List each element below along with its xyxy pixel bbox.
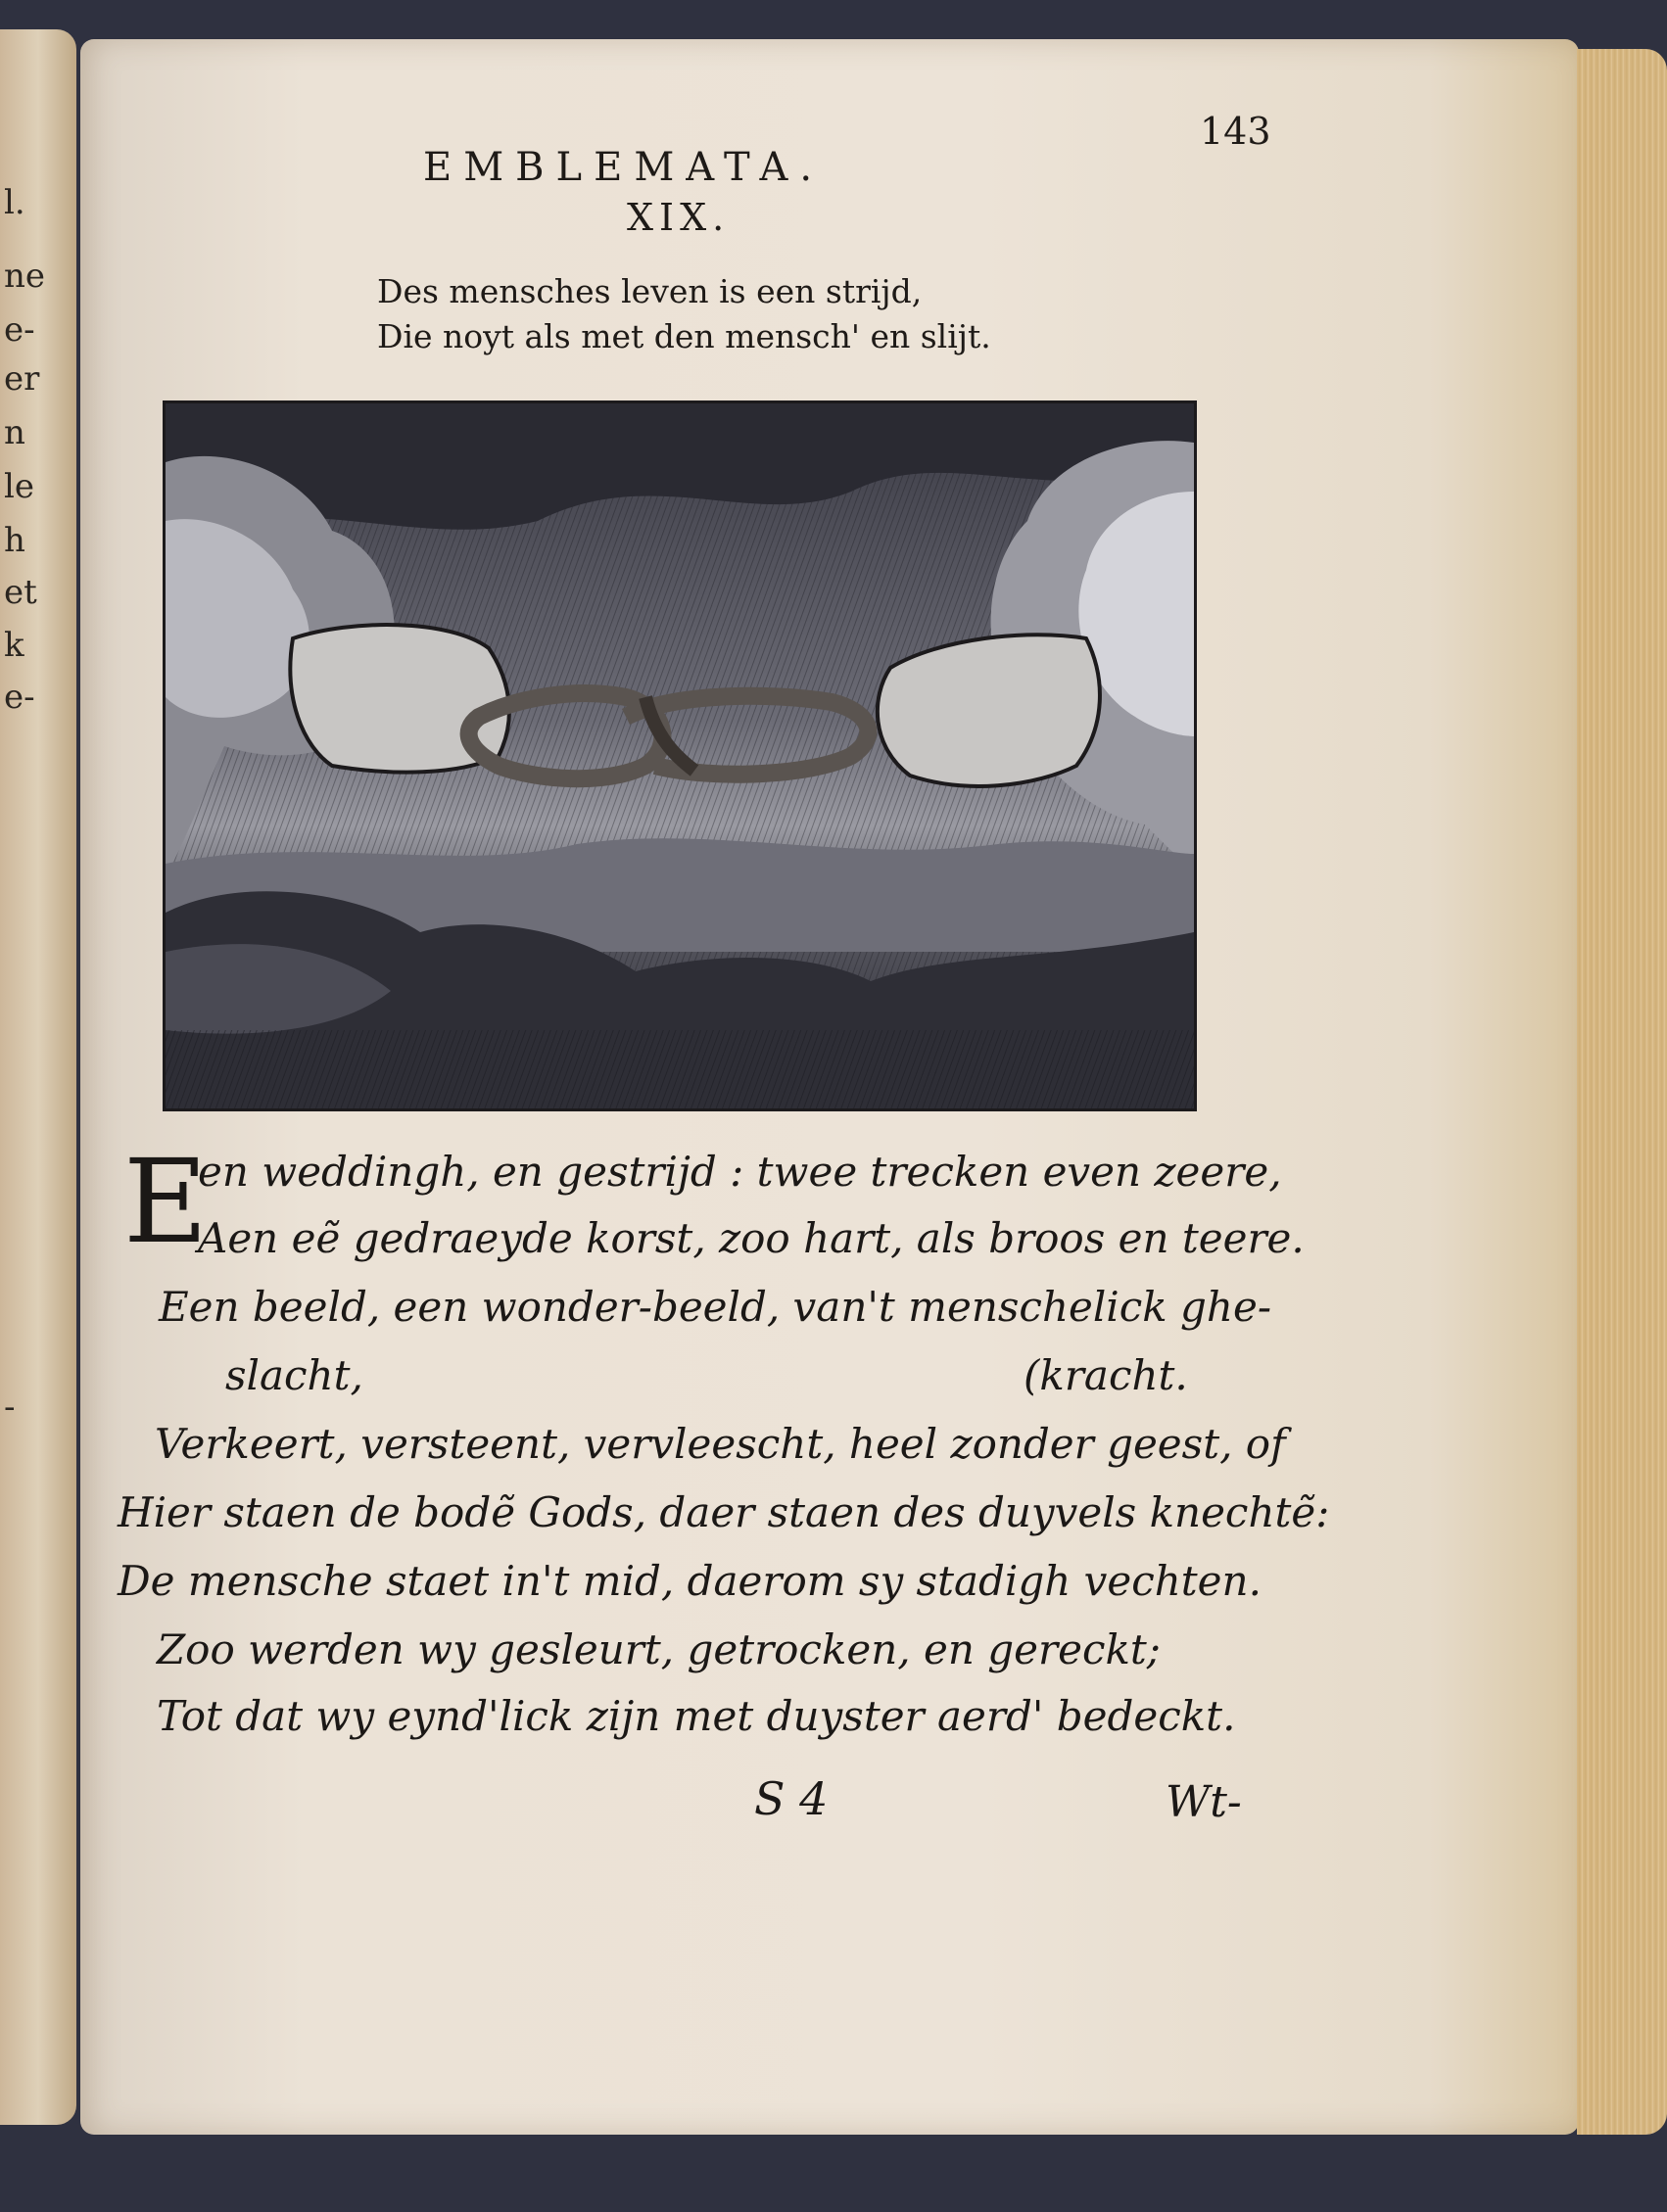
left-page-fragment: le xyxy=(4,470,34,503)
hands-pulling-pretzel-engraving xyxy=(163,400,1197,1111)
page-number: 143 xyxy=(1200,110,1271,153)
verse-line: (kracht. xyxy=(1024,1351,1188,1399)
left-page-fragment: et xyxy=(4,576,37,609)
left-page-fragment: k xyxy=(4,629,24,662)
catchword: Wt- xyxy=(1166,1777,1242,1827)
verse-line: en weddingh, en gestrijd : twee trecken even zeere, xyxy=(198,1148,1282,1196)
page-stack-edge xyxy=(1577,49,1667,2135)
left-page-fragment: ne xyxy=(4,259,46,293)
motto xyxy=(377,269,1063,359)
left-page-fragment: n xyxy=(4,416,25,449)
motto-line: Die noyt als met den mensch' en slijt. xyxy=(377,317,991,355)
motto-line: Des mensches leven is een strijd, xyxy=(377,272,923,310)
left-page-fragment: e- xyxy=(4,313,35,347)
left-page-fragment: - xyxy=(4,1390,16,1424)
running-head: EMBLEMATA. xyxy=(423,145,825,190)
left-page-fragment: er xyxy=(4,362,40,396)
verse-line: Aen eẽ gedraeyde korst, zoo hart, als broos en teere. xyxy=(198,1214,1305,1262)
left-page-fragment: h xyxy=(4,524,25,557)
drop-cap: E xyxy=(123,1134,209,1269)
emblem-number: XIX. xyxy=(627,196,731,239)
verse-line: slacht, xyxy=(225,1351,363,1399)
verse-line: Verkeert, versteent, vervleescht, heel zonder geest, of xyxy=(155,1420,1286,1468)
engraving-image xyxy=(166,403,1194,1108)
verse-line: Hier staen de bodẽ Gods, daer staen des duyvels knechtẽ: xyxy=(118,1488,1330,1536)
verse-line: Zoo werden wy gesleurt, getrocken, en gereckt; xyxy=(157,1625,1161,1673)
left-page-fragment: l. xyxy=(4,186,25,219)
signature-mark: S 4 xyxy=(754,1772,829,1825)
previous-page-edge xyxy=(0,29,76,2125)
verse-line: Tot dat wy eynd'lick zijn met duyster aerd' bedeckt. xyxy=(157,1692,1236,1740)
verse-line: De mensche staet in't mid, daerom sy stadigh vechten. xyxy=(118,1557,1262,1605)
verse-line: Een beeld, een wonder-beeld, van't menschelick ghe- xyxy=(159,1283,1272,1331)
left-page-fragment: e- xyxy=(4,681,35,714)
